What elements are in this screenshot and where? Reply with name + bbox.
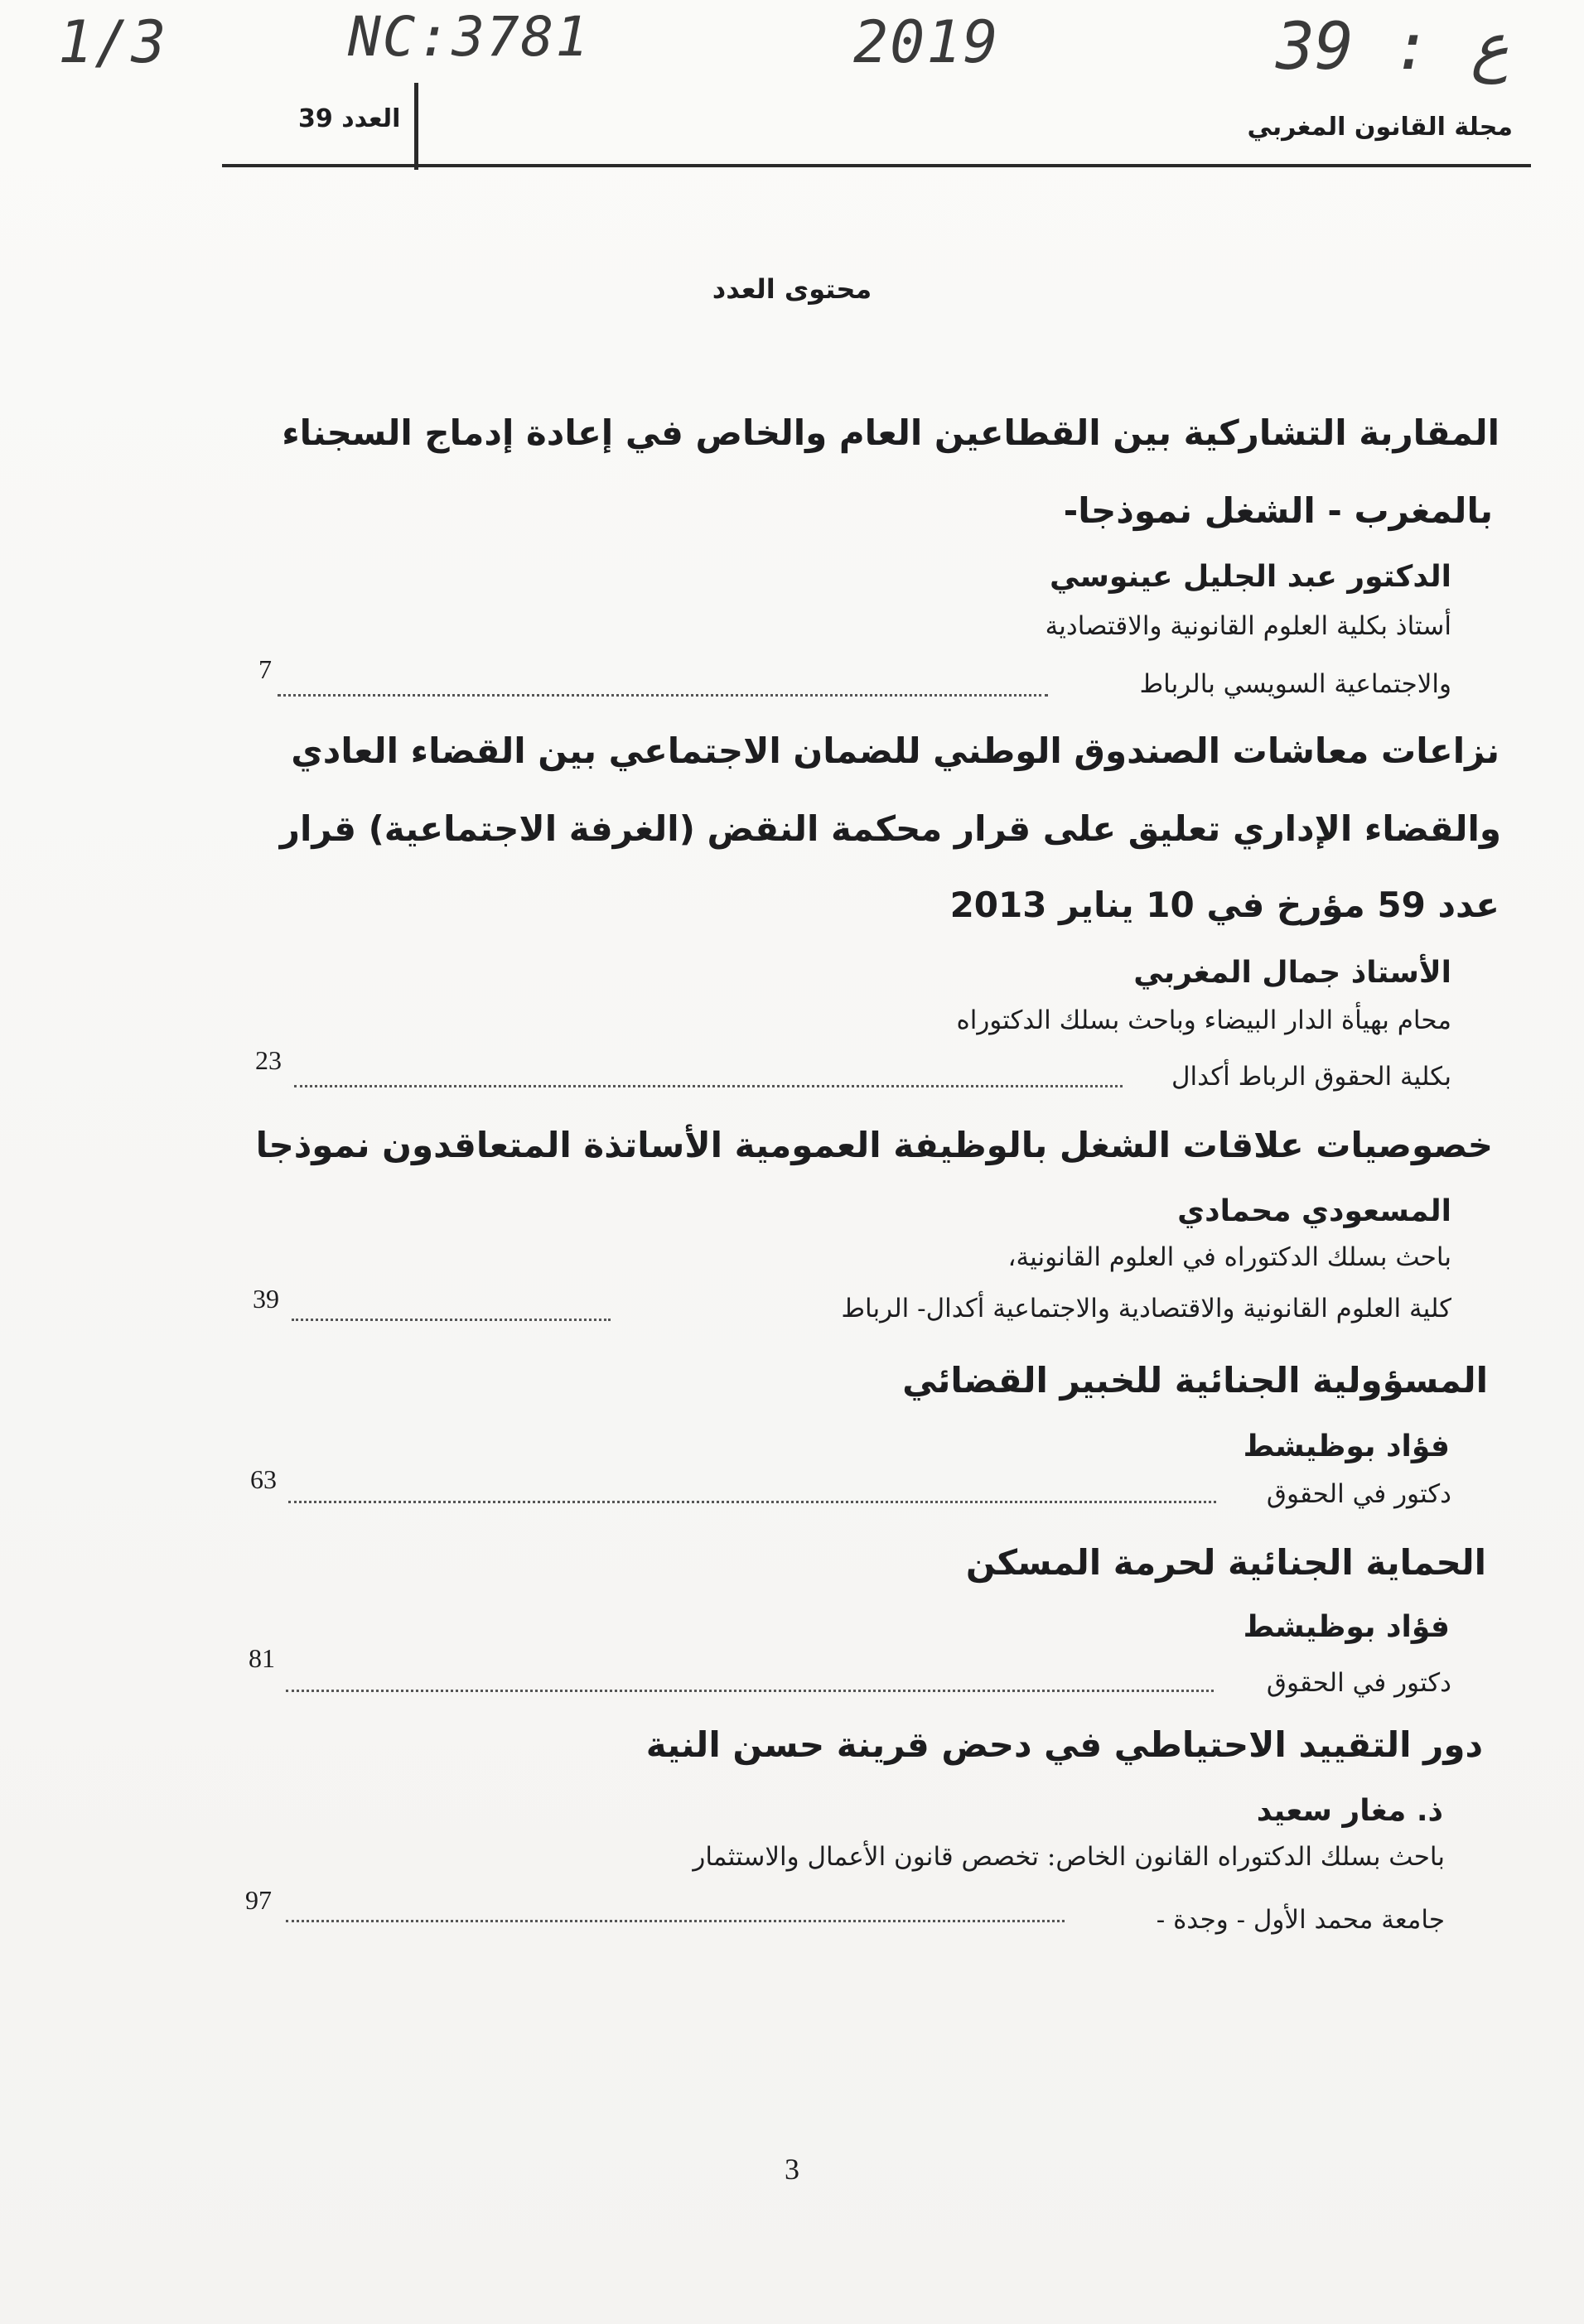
entry-2-page: 23 xyxy=(255,1045,282,1075)
entry-3-page: 39 xyxy=(253,1284,279,1314)
entry-1-affiliation-line-1: أستاذ بكلية العلوم القانونية والاقتصادية xyxy=(1045,611,1451,641)
entry-6-title-line-1: دور التقييد الاحتياطي في دحض قرينة حسن النية xyxy=(645,1724,1483,1765)
entry-1-affiliation-line-2: والاجتماعية السويسي بالرباط xyxy=(1139,669,1451,699)
handwritten-fraction: 1/3 xyxy=(58,8,168,76)
handwritten-catalog-number: NC:3781 xyxy=(348,5,591,69)
entry-3-title-line-1: خصوصيات علاقات الشغل بالوظيفة العمومية الأساتذة المتعاقدون نموذجا xyxy=(255,1125,1493,1165)
entry-4-title-line-1: المسؤولية الجنائية للخبير القضائي xyxy=(902,1360,1488,1401)
entry-1-title-line-2: بالمغرب - الشغل نموذجا- xyxy=(1063,490,1493,531)
entry-1-leader xyxy=(278,694,1048,697)
entry-1-author: الدكتور عبد الجليل عينوسي xyxy=(1050,560,1451,594)
entry-3-affiliation-line-2: كلية العلوم القانونية والاقتصادية والاجتماعية أكدال- الرباط xyxy=(841,1294,1451,1324)
entry-1-title-line-1: المقاربة التشاركية بين القطاعين العام والخاص في إعادة إدماج السجناء xyxy=(282,412,1499,453)
entry-5-title-line-1: الحماية الجنائية لحرمة المسكن xyxy=(965,1542,1486,1583)
entry-1-page: 7 xyxy=(258,654,272,684)
entry-2-author: الأستاذ جمال المغربي xyxy=(1133,956,1451,990)
entry-3-author: المسعودي محمادي xyxy=(1177,1194,1451,1228)
entry-5-leader xyxy=(286,1690,1214,1692)
entry-3-affiliation-line-1: باحث بسلك الدكتوراه في العلوم القانونية، xyxy=(1007,1242,1451,1272)
entry-2-leader xyxy=(294,1085,1123,1087)
entry-4-affiliation-line-1: دكتور في الحقوق xyxy=(1266,1479,1451,1509)
entry-6-leader xyxy=(286,1920,1065,1922)
entry-6-page: 97 xyxy=(245,1885,272,1915)
entry-6-author: ذ. مغار سعيد xyxy=(1256,1794,1443,1828)
page-number: 3 xyxy=(785,2153,799,2186)
entry-4-author: فؤاد بوظيشط xyxy=(1243,1430,1450,1463)
journal-name: مجلة القانون المغربي xyxy=(1247,113,1513,142)
entry-2-affiliation-line-1: محام بهيأة الدار البيضاء وباحث بسلك الدكتوراه xyxy=(956,1005,1451,1035)
handwritten-year: 2019 xyxy=(853,8,1000,76)
entry-6-affiliation-line-1: باحث بسلك الدكتوراه القانون الخاص: تخصص قانون الأعمال والاستثمار xyxy=(693,1842,1445,1872)
issue-label: العدد 39 xyxy=(298,104,401,133)
entry-2-affiliation-line-2: بكلية الحقوق الرباط أكدال xyxy=(1171,1062,1451,1092)
entry-2-title-line-3: عدد 59 مؤرخ في 10 يناير 2013 xyxy=(949,885,1499,925)
entry-4-page: 63 xyxy=(250,1464,277,1494)
entry-2-title-line-2: والقضاء الإداري تعليق على قرار محكمة النقض (الغرفة الاجتماعية) قرار xyxy=(279,808,1501,849)
handwritten-issue-number: ع : 39 xyxy=(1276,10,1509,84)
entry-6-affiliation-line-2: جامعة محمد الأول - وجدة - xyxy=(1156,1905,1445,1935)
entry-5-author: فؤاد بوظيشط xyxy=(1243,1610,1450,1644)
entry-2-title-line-1: نزاعات معاشات الصندوق الوطني للضمان الاجتماعي بين القضاء العادي xyxy=(291,730,1499,771)
toc-title: محتوى العدد xyxy=(712,273,872,305)
entry-5-page: 81 xyxy=(249,1643,275,1673)
entry-4-leader xyxy=(288,1501,1216,1503)
entry-5-affiliation-line-1: دكتور في الحقوق xyxy=(1266,1668,1451,1698)
entry-3-leader xyxy=(292,1319,611,1321)
